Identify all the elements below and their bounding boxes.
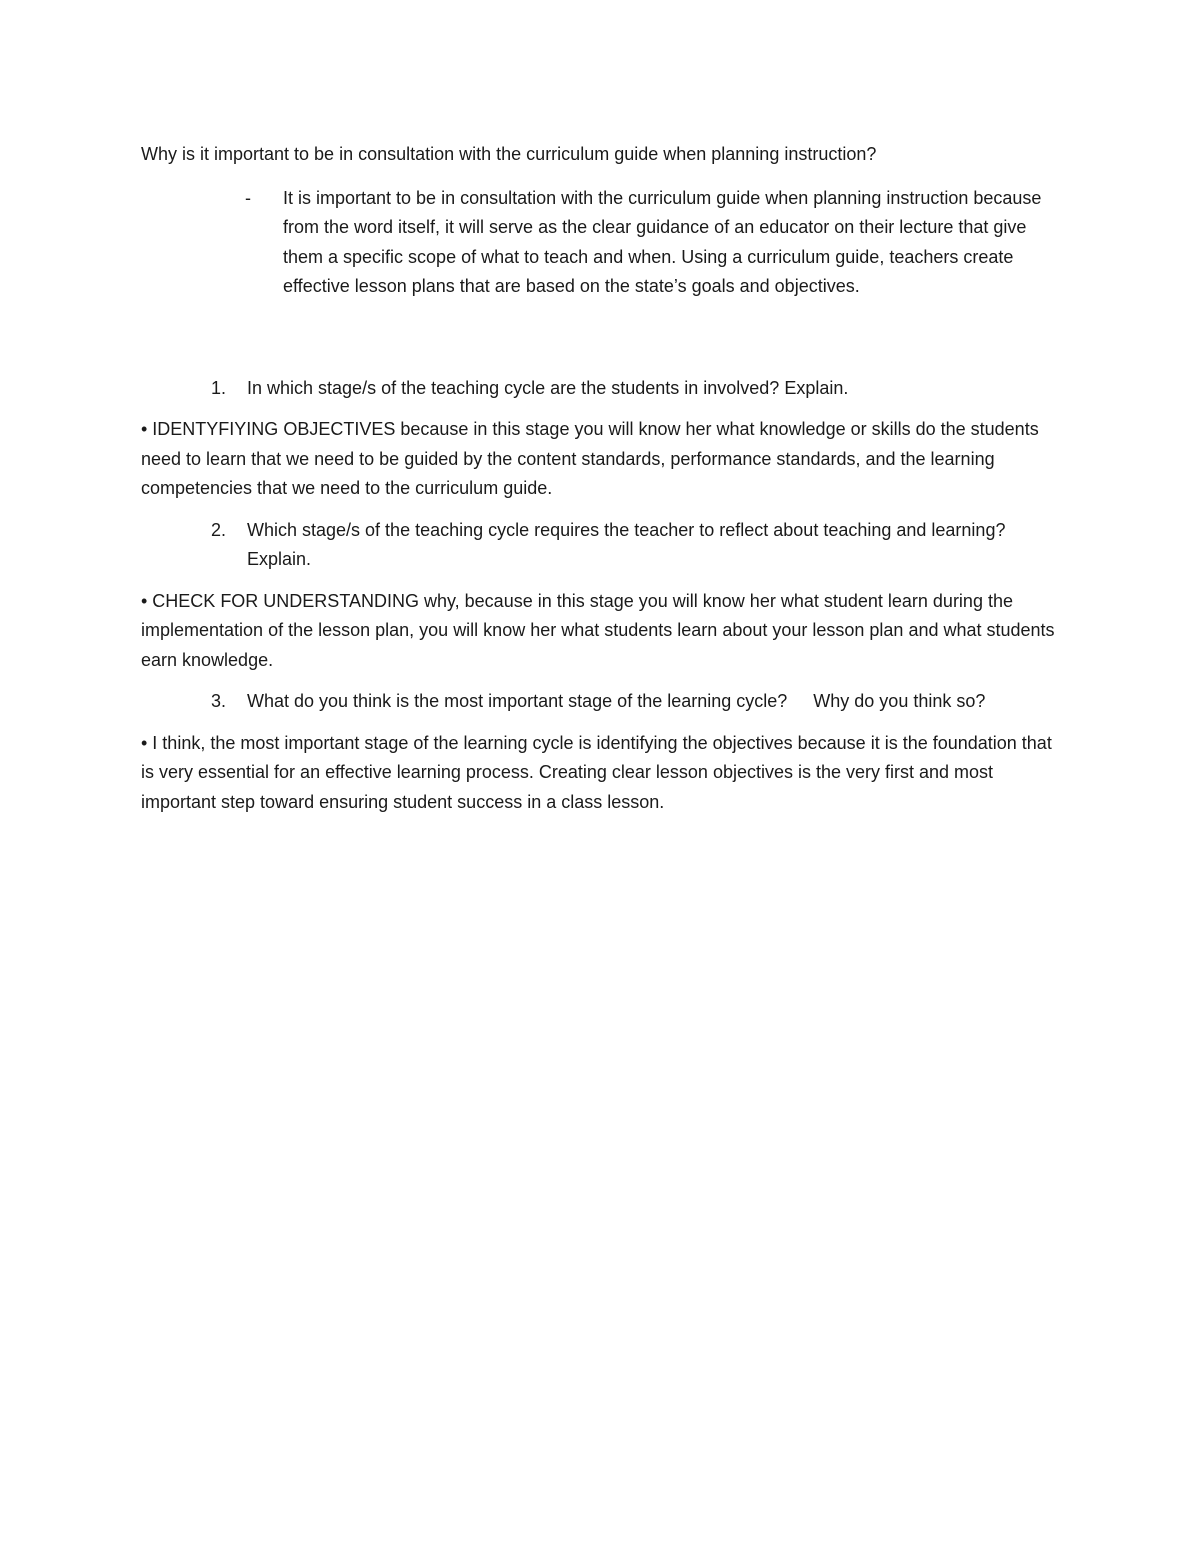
intro-answer <box>141 184 1061 302</box>
question-3-number: 3. <box>211 691 227 711</box>
document-body <box>141 140 1061 829</box>
question-2 <box>141 516 1061 575</box>
question-3-text-part1: What do you think is the most important stage of the learning cycle? <box>247 691 788 711</box>
answer-3: • I think, the most important stage of the learning cycle is identifying the objectives because it is the foundation that is very essential for an effective learning process. Creating clear lesson objectives is the very first and most important step toward ensuring student success in a class lesson. <box>141 732 1052 812</box>
intro-question: Why is it important to be in consultation with the curriculum guide when planning instruction? <box>141 144 877 164</box>
question-1-number: 1. <box>211 377 227 398</box>
question-3 <box>141 687 1061 717</box>
question-1 <box>141 374 1061 404</box>
dash-marker: - <box>245 187 251 208</box>
answer-2: • CHECK FOR UNDERSTANDING why, because in this stage you will know her what student learn during the implementation of the lesson plan, you will know her what students learn about your lesson plan and what students earn knowledge. <box>141 590 1055 670</box>
question-2-number: 2. <box>211 519 227 540</box>
question-1-text: In which stage/s of the teaching cycle are the students in involved? Explain. <box>247 377 849 398</box>
question-3-text-part2: Why do you think so? <box>813 691 986 711</box>
question-2-text: Which stage/s of the teaching cycle requires the teacher to reflect about teaching and learning? Explain. <box>247 519 1006 569</box>
answer-1: • IDENTYFIYING OBJECTIVES because in this stage you will know her what knowledge or skills do the students need to learn that we need to be guided by the content standards, performance standards, and the learning competencies that we need to the curriculum guide. <box>141 419 1039 498</box>
intro-answer-text: It is important to be in consultation with the curriculum guide when planning instruction because from the word itself, it will serve as the clear guidance of an educator on their lecture that give them a specific scope of what to teach and when. Using a curriculum guide, teachers create effective lesson plans that are based on the state’s goals and objectives. <box>283 187 1042 296</box>
